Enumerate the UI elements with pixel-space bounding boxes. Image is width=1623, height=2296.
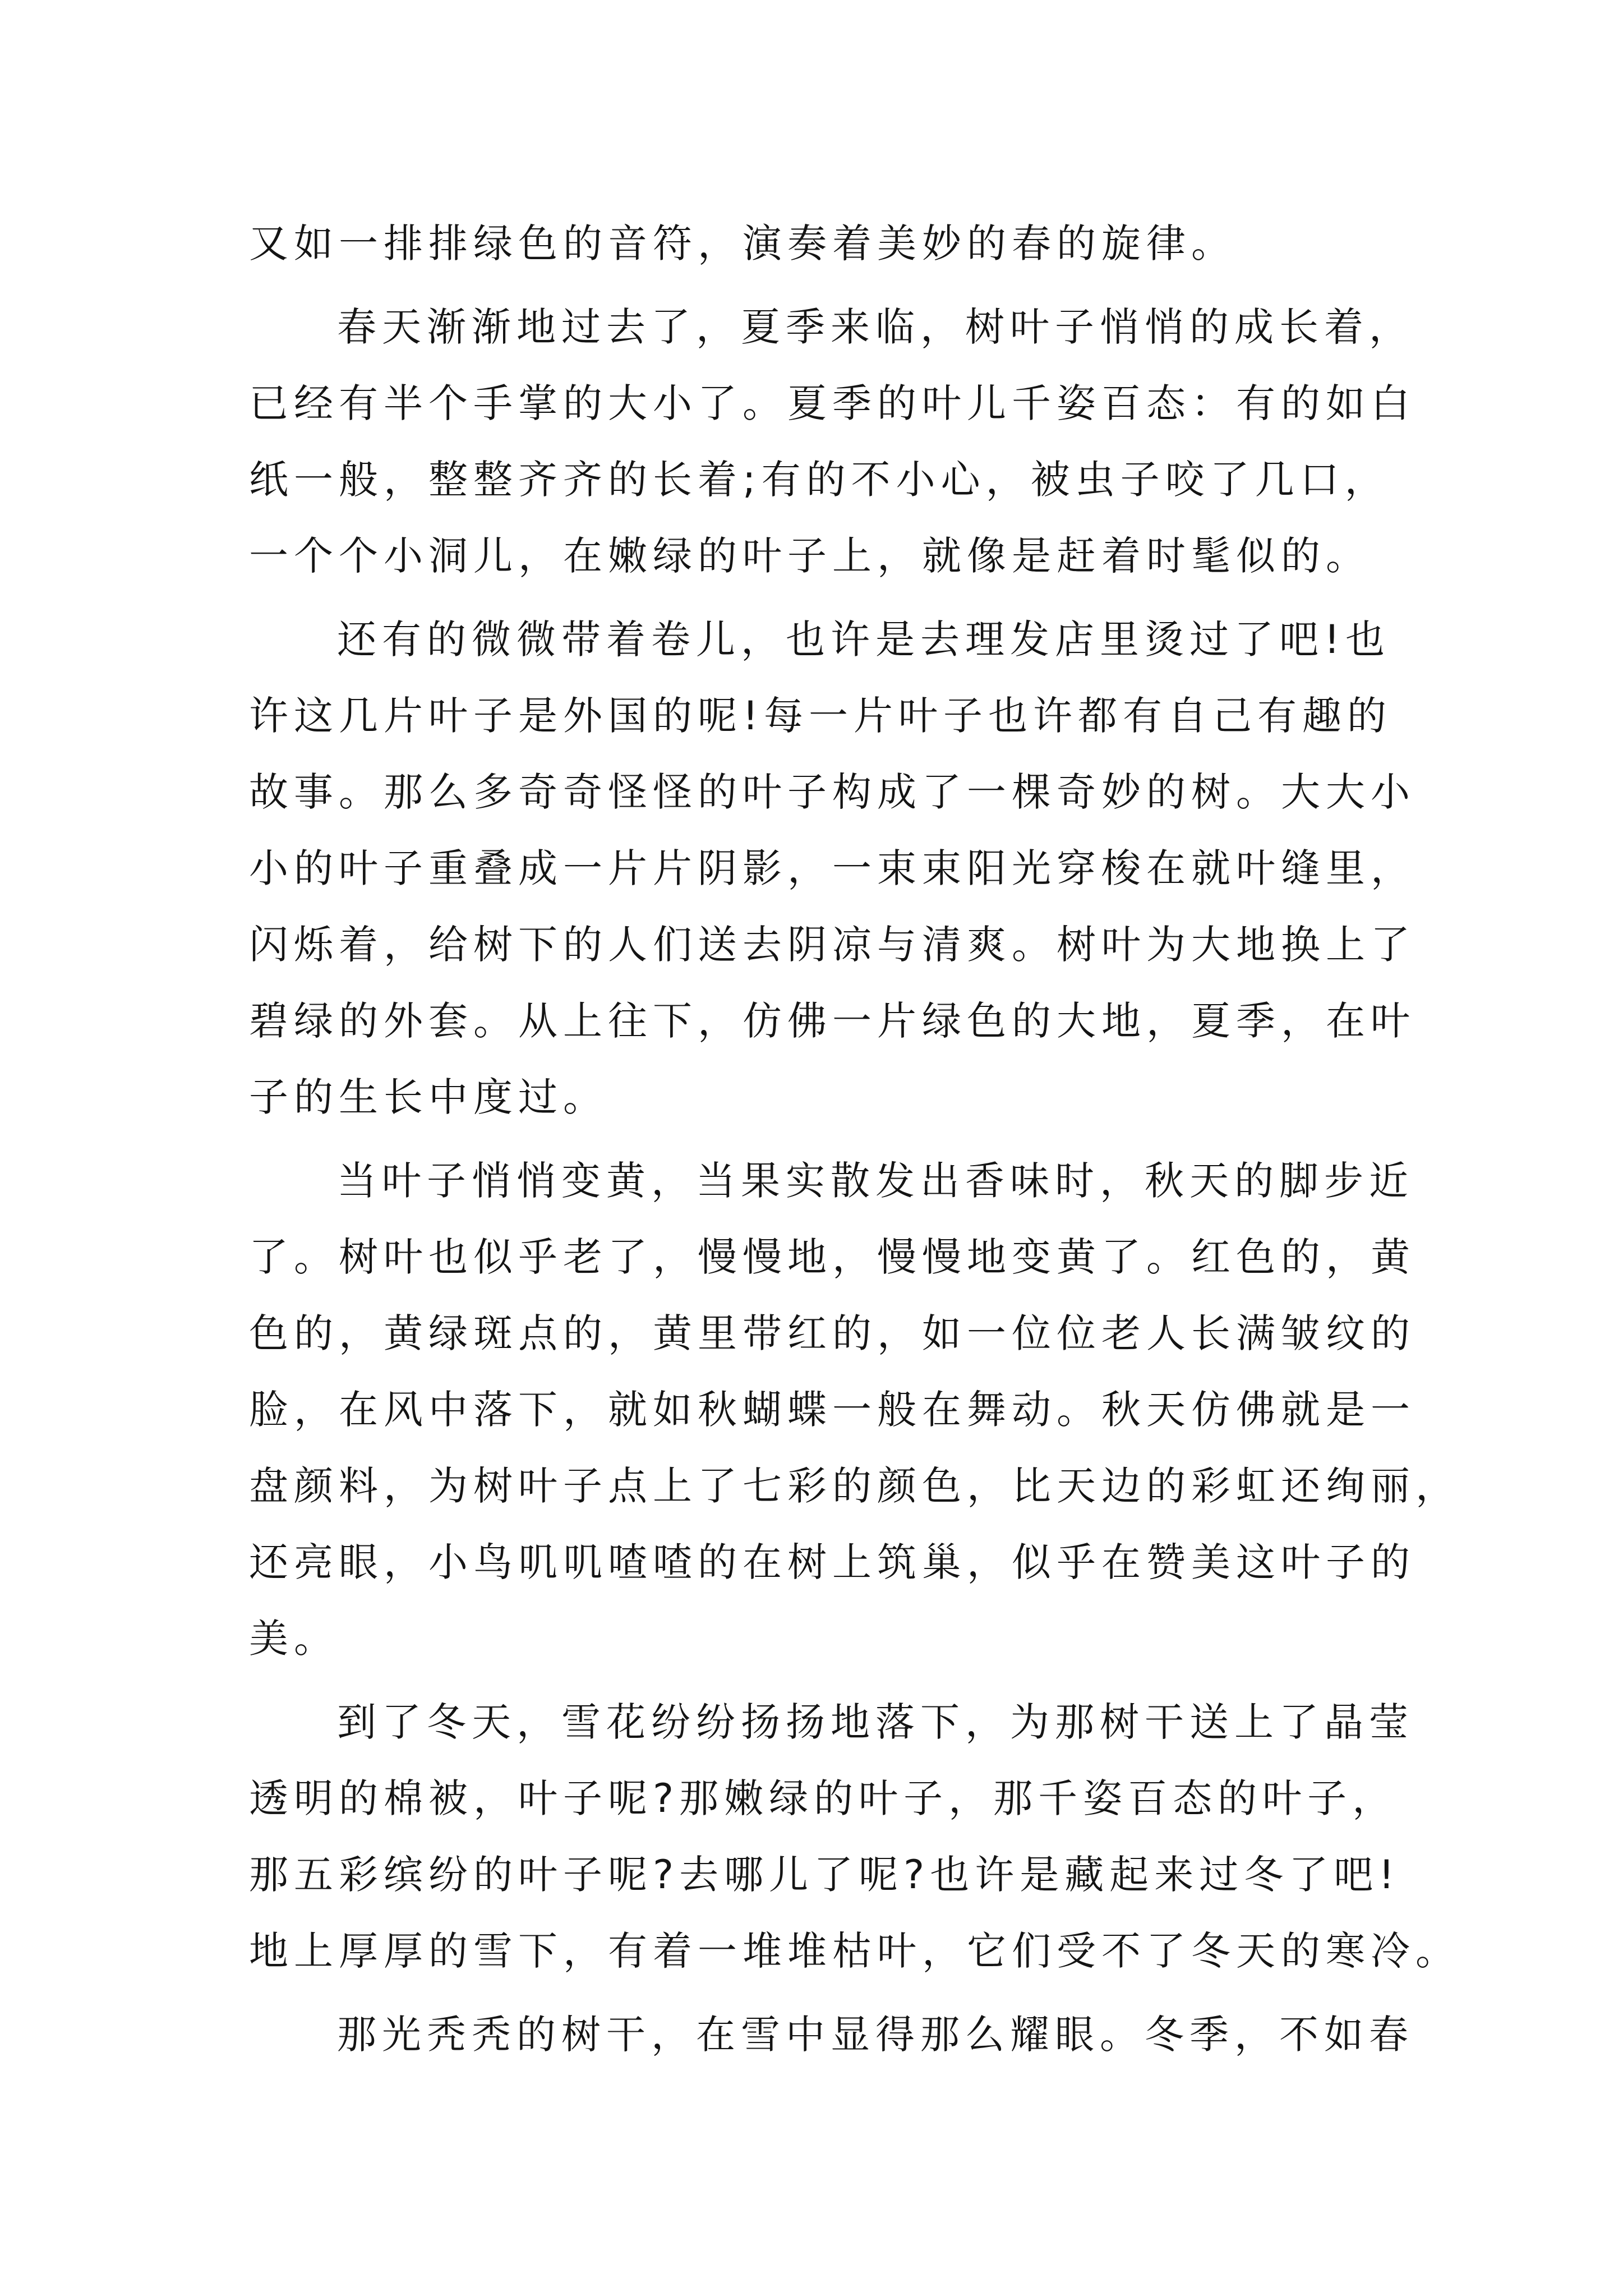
paragraph-first-line: 当叶子悄悄变黄，当果实散发出香味时，秋天的脚步近 (337, 1158, 1414, 1204)
paragraph-first-line: 那光秃秃的树干，在雪中显得那么耀眼。冬季，不如春 (337, 2012, 1414, 2058)
paragraph-first-line: 春天渐渐地过去了，夏季来临，树叶子悄悄的成长着， (337, 304, 1414, 350)
paragraph-first-line: 还有的微微带着卷儿，也许是去理发店里烫过了吧!也 (337, 616, 1391, 662)
text-line: 一个个小洞儿，在嫩绿的叶子上，就像是赶着时髦似的。 (249, 533, 1371, 579)
text-line: 纸一般，整整齐齐的长着;有的不小心，被虫子咬了几口， (249, 457, 1390, 503)
text-line: 透明的棉被，叶子呢?那嫩绿的叶子，那千姿百态的叶子， (249, 1775, 1398, 1821)
text-line: 还亮眼，小鸟叽叽喳喳的在树上筑巢，似乎在赞美这叶子的 (249, 1539, 1415, 1585)
text-line: 又如一排排绿色的音符，演奏着美妙的春的旋律。 (249, 220, 1236, 266)
text-line: 闪烁着，给树下的人们送去阴凉与清爽。树叶为大地换上了 (249, 922, 1415, 968)
text-line: 许这几片叶子是外国的呢!每一片叶子也许都有自己有趣的 (249, 693, 1393, 739)
text-line: 脸，在风中落下，就如秋蝴蝶一般在舞动。秋天仿佛就是一 (249, 1387, 1415, 1433)
text-line: 盘颜料，为树叶子点上了七彩的颜色，比天边的彩虹还绚丽， (249, 1463, 1460, 1509)
text-line: 小的叶子重叠成一片片阴影，一束束阳光穿梭在就叶缝里， (249, 845, 1415, 891)
text-line: 碧绿的外套。从上往下，仿佛一片绿色的大地，夏季，在叶 (249, 998, 1415, 1044)
text-line: 美。 (249, 1616, 339, 1662)
text-line: 故事。那么多奇奇怪怪的叶子构成了一棵奇妙的树。大大小 (249, 769, 1415, 815)
text-line: 那五彩缤纷的叶子呢?去哪儿了呢?也许是藏起来过冬了吧! (249, 1852, 1400, 1898)
text-line: 了。树叶也似乎老了，慢慢地，慢慢地变黄了。红色的，黄 (249, 1234, 1415, 1280)
paragraph-first-line: 到了冬天，雪花纷纷扬扬地落下，为那树干送上了晶莹 (337, 1699, 1414, 1745)
text-line: 色的，黄绿斑点的，黄里带红的，如一位位老人长满皱纹的 (249, 1310, 1415, 1356)
text-line: 已经有半个手掌的大小了。夏季的叶儿千姿百态：有的如白 (249, 380, 1415, 426)
text-line: 子的生长中度过。 (249, 1074, 608, 1120)
text-line: 地上厚厚的雪下，有着一堆堆枯叶，它们受不了冬天的寒冷。 (249, 1928, 1460, 1974)
